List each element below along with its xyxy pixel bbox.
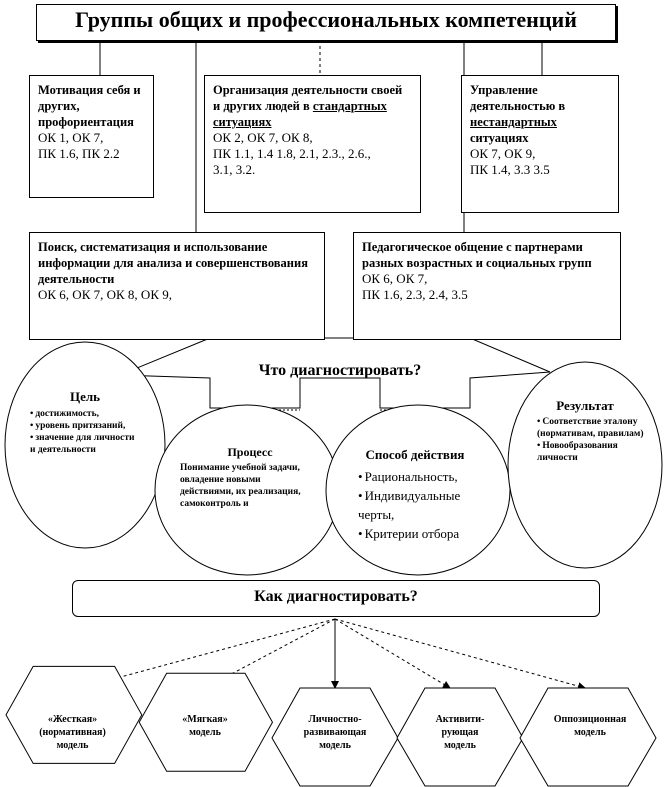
group-box-organization: Организация деятельности своей и других людей в стандартных ситуациях ОК 2, ОК 7, ОК 8, ПК 1.1, 1.4 1.8, 2.1, 2.3., 2.6., 3.1, 3.2.	[204, 75, 421, 213]
arrow	[335, 619, 585, 688]
model-soft: «Мягкая» модель	[182, 714, 228, 738]
how-label: Как диагностировать?	[254, 588, 418, 605]
result-list: • Соответствие эталону (нормативам, правилам) • Новообразования личности	[537, 416, 645, 464]
model-opposition: Оппозиционная модель	[553, 714, 627, 738]
model-activating: Активити- рующая модель	[435, 714, 485, 751]
diagram-title: Группы общих и профессиональных компетенций	[36, 4, 616, 41]
goal-list: • достижимость, • уровень притязаний, • значение для личности и деятельности	[30, 408, 135, 456]
process-text: Понимание учебной задачи, овладение новыми действиями, их реализация, самоконтроль и	[180, 463, 301, 509]
result-ellipse	[508, 362, 662, 568]
group-box-search: Поиск, систематизация и использование информации для анализа и совершенствования деятельности ОК 6, ОК 7, ОК 8, ОК 9,	[29, 232, 325, 340]
group-box-communication: Педагогическое общение с партнерами разных возрастных и социальных групп ОК 6, ОК 7, ПК 1.6, 2.3, 2.4, 3.5	[353, 232, 621, 340]
result-title: Результат	[556, 398, 614, 413]
goal-title: Цель	[69, 389, 101, 404]
process-title: Процесс	[227, 445, 273, 459]
group-box-management: Управление деятельностью в нестандартных ситуациях ОК 7, ОК 9, ПК 1.4, 3.3 3.5	[461, 75, 619, 213]
arrow	[335, 619, 450, 688]
model-developing: Личностно- развивающая модель	[303, 714, 367, 751]
group-box-motivation: Мотивация себя и других, профориентация ОК 1, ОК 7, ПК 1.6, ПК 2.2	[29, 75, 154, 198]
model-rigid: «Жесткая» (нормативная) модель	[39, 714, 106, 751]
method-list: • Рациональность, • Индивидуальные черты, • Критерии отбора	[358, 467, 498, 543]
what-label: Что диагностировать?	[258, 362, 422, 379]
method-title: Способ действия	[365, 447, 465, 462]
